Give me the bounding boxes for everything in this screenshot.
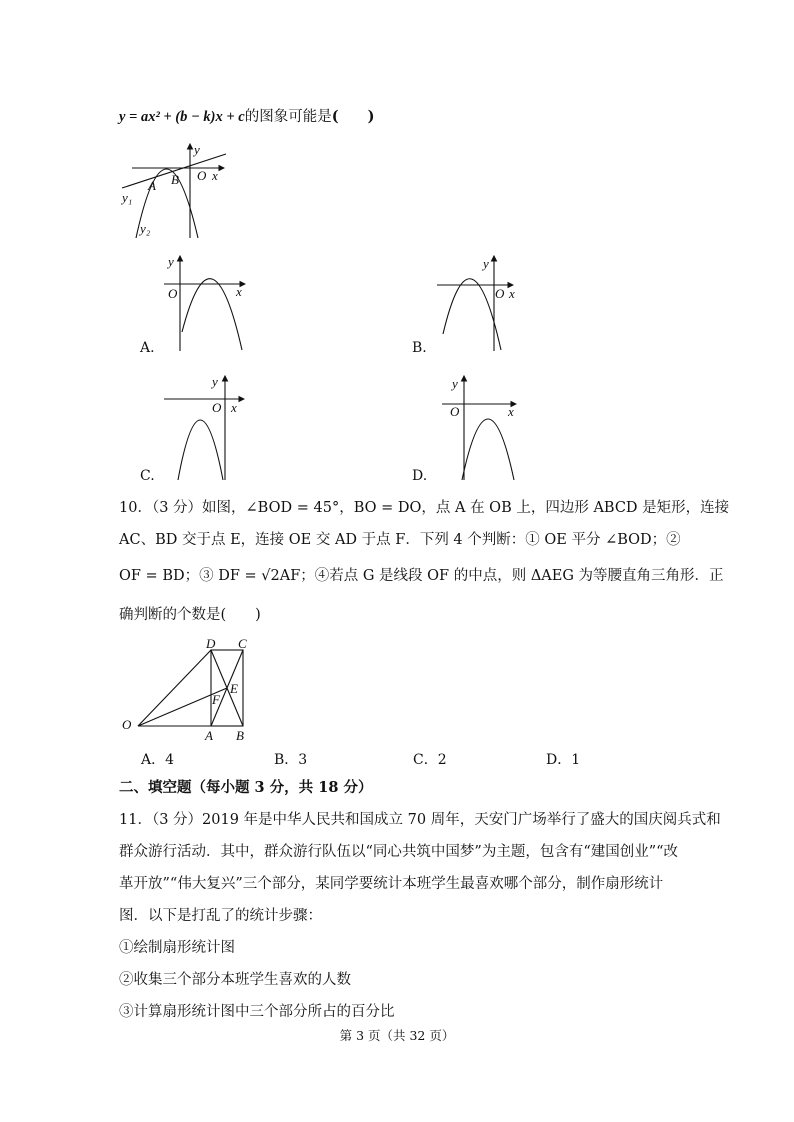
q11-step-2: ②收集三个部分本班学生喜欢的人数 [119,972,351,988]
q9-option-b-graph [435,252,525,352]
q11-line2: 群众游行活动．其中，群众游行队伍以“同心共筑中国梦”为主题，包含有“建国创业”“改 [119,844,679,860]
svg-text:y: y [212,374,218,389]
label-y: y [194,142,200,157]
label-y2: y₂ [140,221,151,236]
svg-text:F: F [212,692,220,707]
svg-text:B: B [236,728,244,743]
label-x: x [212,168,218,183]
q9-stem [119,107,374,127]
svg-text:D: D [206,636,216,651]
q9-option-d-label: D. [412,468,428,484]
svg-text:x: x [509,286,515,301]
q10-option-a: A．4 [141,752,175,768]
svg-text:O: O [122,717,132,732]
q9-option-a-label: A. [140,340,155,356]
q10-line3: OF = BD；③ DF = √2AF；④若点 G 是线段 OF 的中点，则 ΔAEG 为等腰直角三角形．正 [119,568,724,584]
q10-option-b: B．3 [274,752,308,768]
q10-line2: AC、BD 交于点 E，连接 OE 交 AD 于点 F．下列 4 个判断：① OE 平分 ∠BOD；② [119,532,681,548]
q9-option-d-graph [440,372,530,482]
svg-text:C: C [238,636,247,651]
q11-line1: 11．（3 分）2019 年是中华人民共和国成立 70 周年，天安门广场举行了盛大的国庆阅兵式和 [119,812,721,828]
q11-line3: 革开放”“伟大复兴”三个部分，某同学要统计本班学生最喜欢哪个部分，制作扇形统计 [119,876,664,892]
q9-option-a-graph [160,252,250,352]
svg-text:O: O [168,286,178,301]
q10-line4: 确判断的个数是( ) [119,607,261,623]
q9-main-figure [118,140,233,240]
svg-text:y: y [452,376,458,391]
q9-option-c-label: C. [140,468,155,484]
q9-option-b-label: B. [412,340,427,356]
label-a: A [148,178,156,193]
svg-text:y: y [168,254,174,269]
q11-step-3: ③计算扇形统计图中三个部分所占的百分比 [119,1004,395,1020]
section-title: 二、填空题（每小题 3 分，共 18 分） [119,779,373,796]
q9-stem-text: 的图象可能是 [244,109,332,125]
q10-figure [118,636,258,744]
q11-step-1: ①绘制扇形统计图 [119,940,235,956]
svg-text:E: E [230,681,238,696]
label-o: O [197,168,207,183]
q11-line4: 图．以下是打乱了的统计步骤： [119,908,322,924]
q10-line1: 10．（3 分）如图，∠BOD = 45°，BO = DO，点 A 在 OB 上，四边形 ABCD 是矩形，连接 [119,500,730,516]
svg-text:x: x [236,284,242,299]
svg-text:O: O [212,400,222,415]
q10-option-d: D．1 [546,752,581,768]
svg-text:O: O [450,404,460,419]
svg-text:x: x [508,404,514,419]
label-b: B [171,172,179,187]
q10-option-c: C．2 [413,752,447,768]
svg-text:y: y [483,256,489,271]
svg-text:x: x [231,400,237,415]
svg-text:A: A [205,728,213,743]
q9-paren: ( ) [331,108,375,125]
page-footer: 第 3 页（共 32 页） [339,1028,455,1043]
q9-formula: y = ax² + (b − k)x + c [119,109,245,125]
svg-text:O: O [495,286,505,301]
q9-option-c-graph [160,372,250,482]
label-y1: y₁ [122,190,133,205]
